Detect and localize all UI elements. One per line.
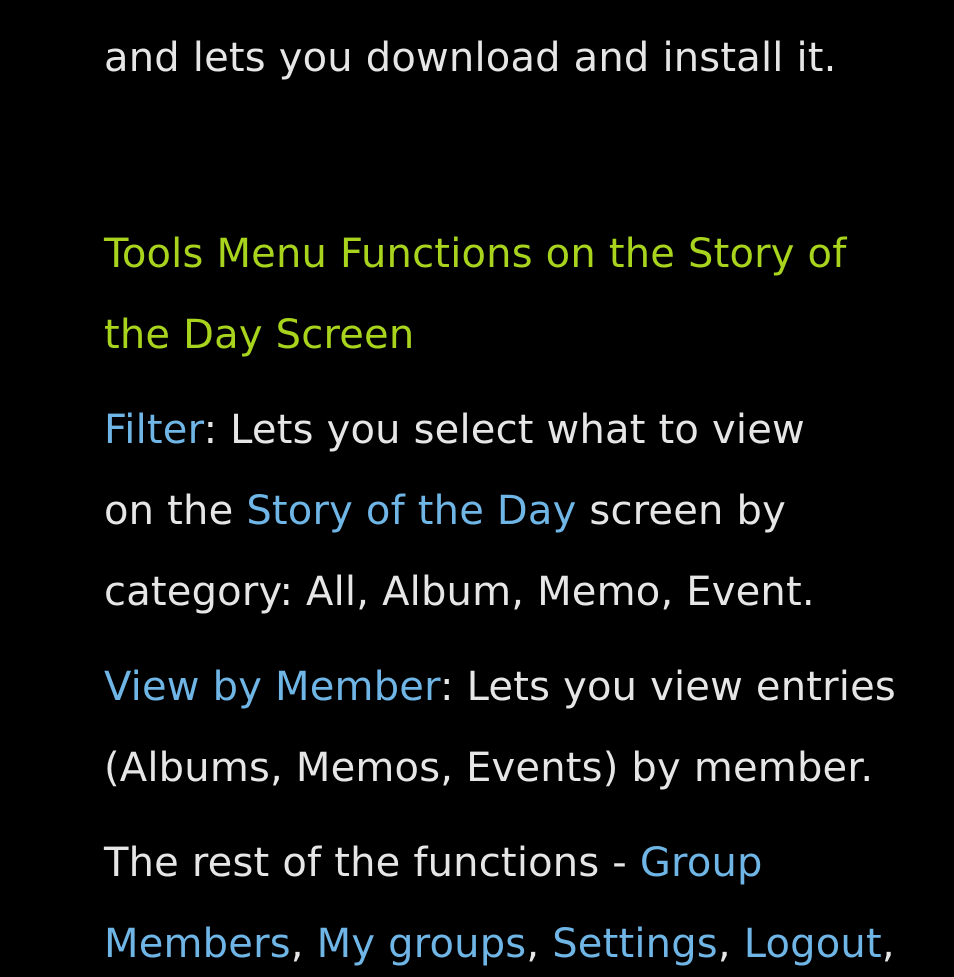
separator-1: , [290, 921, 317, 967]
my-groups-term: My groups [316, 921, 527, 967]
section-heading-line-1 [104, 230, 847, 278]
section-heading-line-2 [104, 311, 414, 359]
rest-prefix: The rest of the functions - [104, 840, 640, 886]
filter-line-2 [104, 487, 786, 535]
filter-line-3 [104, 568, 815, 616]
filter-categories: category: All, Album, Memo, Event. [104, 569, 815, 615]
rest-line-2 [104, 920, 895, 968]
view-by-member-details: (Albums, Memos, Events) by member. [104, 745, 874, 791]
filter-description: : Lets you select what to view [203, 407, 805, 453]
view-by-member-description: : Lets you view entries [440, 664, 896, 710]
section-heading-text-2: the Day Screen [104, 312, 415, 358]
members-term: Members [104, 921, 291, 967]
section-heading-text-1: Tools Menu Functions on the Story of [104, 231, 847, 277]
view-by-member-line-1 [104, 663, 896, 711]
intro-line [104, 34, 837, 82]
separator-3: , [717, 921, 744, 967]
view-by-member-line-2 [104, 744, 873, 792]
group-term: Group [639, 840, 763, 886]
settings-term: Settings [552, 921, 718, 967]
filter-line2-suffix: screen by [576, 488, 786, 534]
rest-line-1 [104, 839, 763, 887]
logout-term: Logout [743, 921, 882, 967]
separator-4: , [881, 921, 895, 967]
story-of-the-day-term: Story of the Day [246, 488, 577, 534]
filter-line2-prefix: on the [104, 488, 247, 534]
view-by-member-term: View by Member [104, 664, 441, 710]
filter-term: Filter [104, 407, 204, 453]
filter-line-1 [104, 406, 805, 454]
intro-text: and lets you download and install it. [104, 35, 837, 81]
separator-2: , [526, 921, 553, 967]
